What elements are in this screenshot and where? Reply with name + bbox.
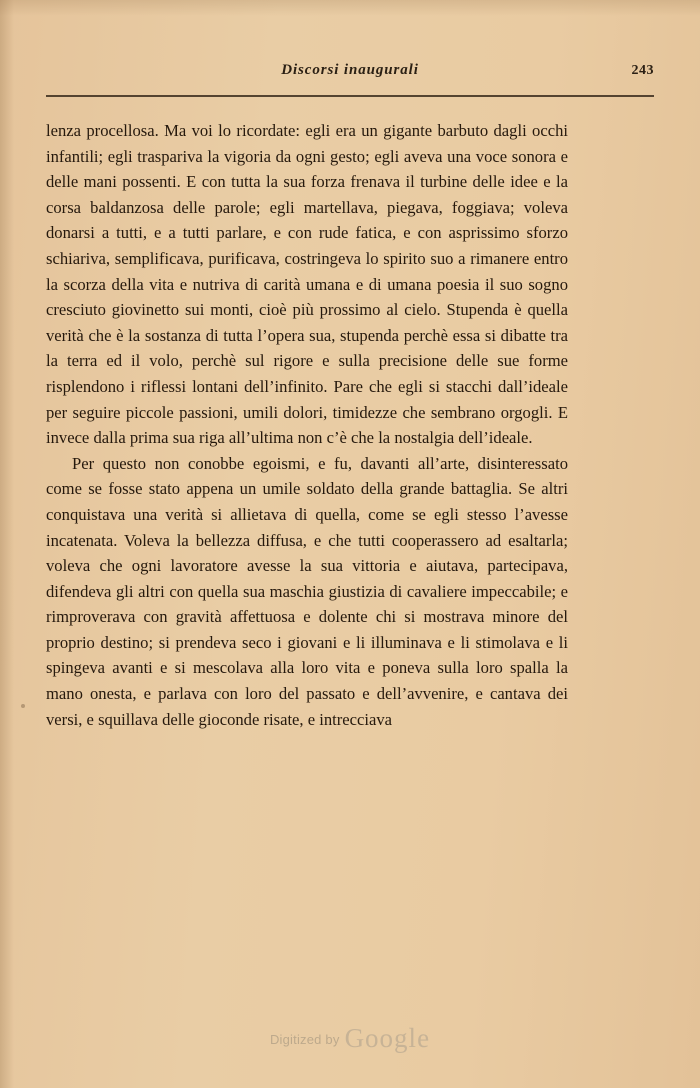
margin-speck — [21, 704, 25, 708]
page-top-shadow — [0, 0, 700, 16]
page-number: 243 — [631, 63, 654, 78]
running-title: Discorsi inaugurali — [281, 62, 419, 78]
provider-label: Google — [344, 1023, 431, 1053]
page-edge-shadow — [0, 0, 14, 1088]
page-header — [46, 62, 654, 86]
header-rule — [46, 95, 654, 97]
paragraph: lenza procellosa. Ma voi lo ricordate: egli era un gigante barbuto dagli occhi infantili; egli traspariva la vigoria da ogni gesto; egli aveva una voce sonora e delle mani possenti. E con tutta la sua forza frenava il turbine delle idee e la corsa baldanzosa delle parole; egli martellava, piegava, foggiava; voleva donarsi a tutti, e a tutti parlare, e con rude fatica, e con asprissimo sforzo schiariva, semplificava, purificava, costringeva lo spirito suo a rimanere entro la scorza della vita e nutriva di carità umana e di umana poesia il suo sogno cresciuto giovinetto sui monti, cioè più prossimo al cielo. Stupenda è quella verità che è la sostanza di tutta l’opera sua, stupenda perchè essa si dibatte tra la terra ed il volo, perchè sul rigore e sulla precisione delle sue forme risplendono i riflessi lontani dell’infinito. Pare che egli si stacchi dall’ideale per seguire piccole passioni, umili dolori, timidezze che sembrano orgogli. E invece dalla prima sua riga all’ultima non c’è che la nostalgia dell’ideale. — [46, 121, 568, 448]
digitized-by-label: Digitized by — [269, 1032, 340, 1047]
scan-watermark — [0, 1023, 700, 1054]
paragraph: Per questo non conobbe egoismi, e fu, davanti all’arte, disinteressato come se fosse stato appena un umile soldato della grande battaglia. Se altri conquistava una verità si allietava di quella, come se egli stesso l’avesse incatenata. Voleva la bellezza diffusa, e che tutti cooperassero ad esaltarla; voleva che ogni lavoratore avesse la sua vittoria e aiutava, partecipava, difendeva gli altri con quella sua maschia giustizia di cavaliere impeccabile; e rimproverava con gravità affettuosa e dolente chi si mostrava minore del proprio destino; si prendeva seco i giovani e li illuminava e li stimolava e li spingeva avanti e si mescolava alla loro vita e poneva sulla loro spalla la mano onesta, e parlava con loro del passato e dell’avvenire, e cantava dei versi, e squillava delle gioconde risate, e intrecciava — [46, 453, 568, 729]
body-text — [46, 118, 568, 732]
